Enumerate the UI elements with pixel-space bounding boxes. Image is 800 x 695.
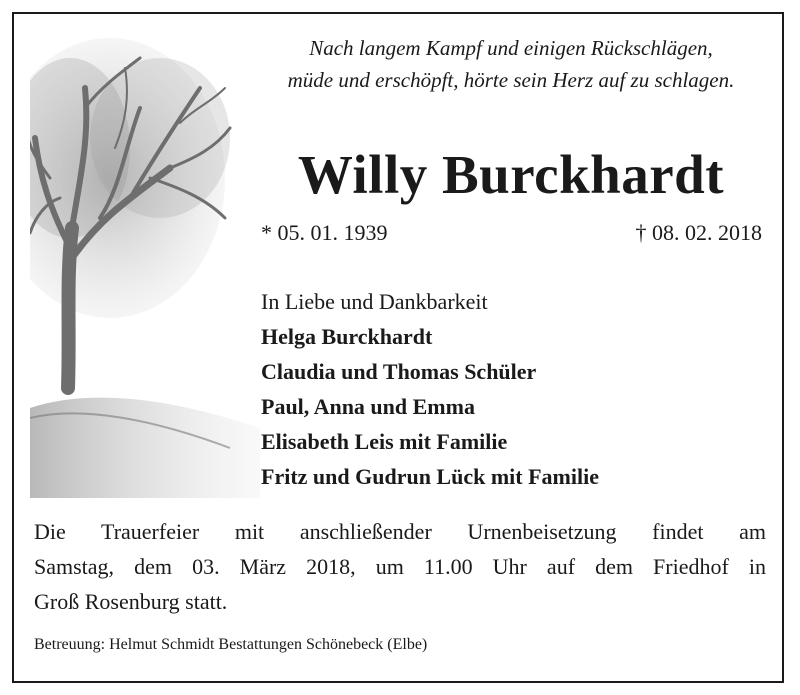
poem-line-2: müde und erschöpft, hörte sein Herz auf zu schlagen. <box>287 68 735 92</box>
death-date: † 08. 02. 2018 <box>635 220 762 245</box>
funeral-home-credit: Betreuung: Helmut Schmidt Bestattungen Schönebeck (Elbe) <box>34 636 428 653</box>
mourner-name: Paul, Anna und Emma <box>261 394 475 419</box>
deceased-name: Willy Burckhardt <box>297 144 725 205</box>
notice-line-1: Die Trauerfeier mit anschließender Urnenbeisetzung findet am <box>34 519 766 544</box>
mourner-name: Helga Burckhardt <box>261 324 433 349</box>
poem <box>246 32 776 96</box>
birth-date: * 05. 01. 1939 <box>261 220 388 245</box>
funeral-notice <box>34 514 766 619</box>
mourner-name: Fritz und Gudrun Lück mit Familie <box>261 464 599 489</box>
mourners-intro: In Liebe und Dankbarkeit <box>261 289 488 314</box>
notice-line-2: Samstag, dem 03. März 2018, um 11.00 Uhr auf dem Friedhof in <box>34 554 766 579</box>
obituary-frame <box>12 12 784 683</box>
mourners-list <box>261 284 599 494</box>
mourner-name: Elisabeth Leis mit Familie <box>261 429 508 454</box>
notice-line-3: Groß Rosenburg statt. <box>34 589 228 614</box>
poem-line-1: Nach langem Kampf und einigen Rückschlägen, <box>309 36 713 60</box>
tree-illustration <box>30 28 260 498</box>
mourner-name: Claudia und Thomas Schüler <box>261 359 537 384</box>
